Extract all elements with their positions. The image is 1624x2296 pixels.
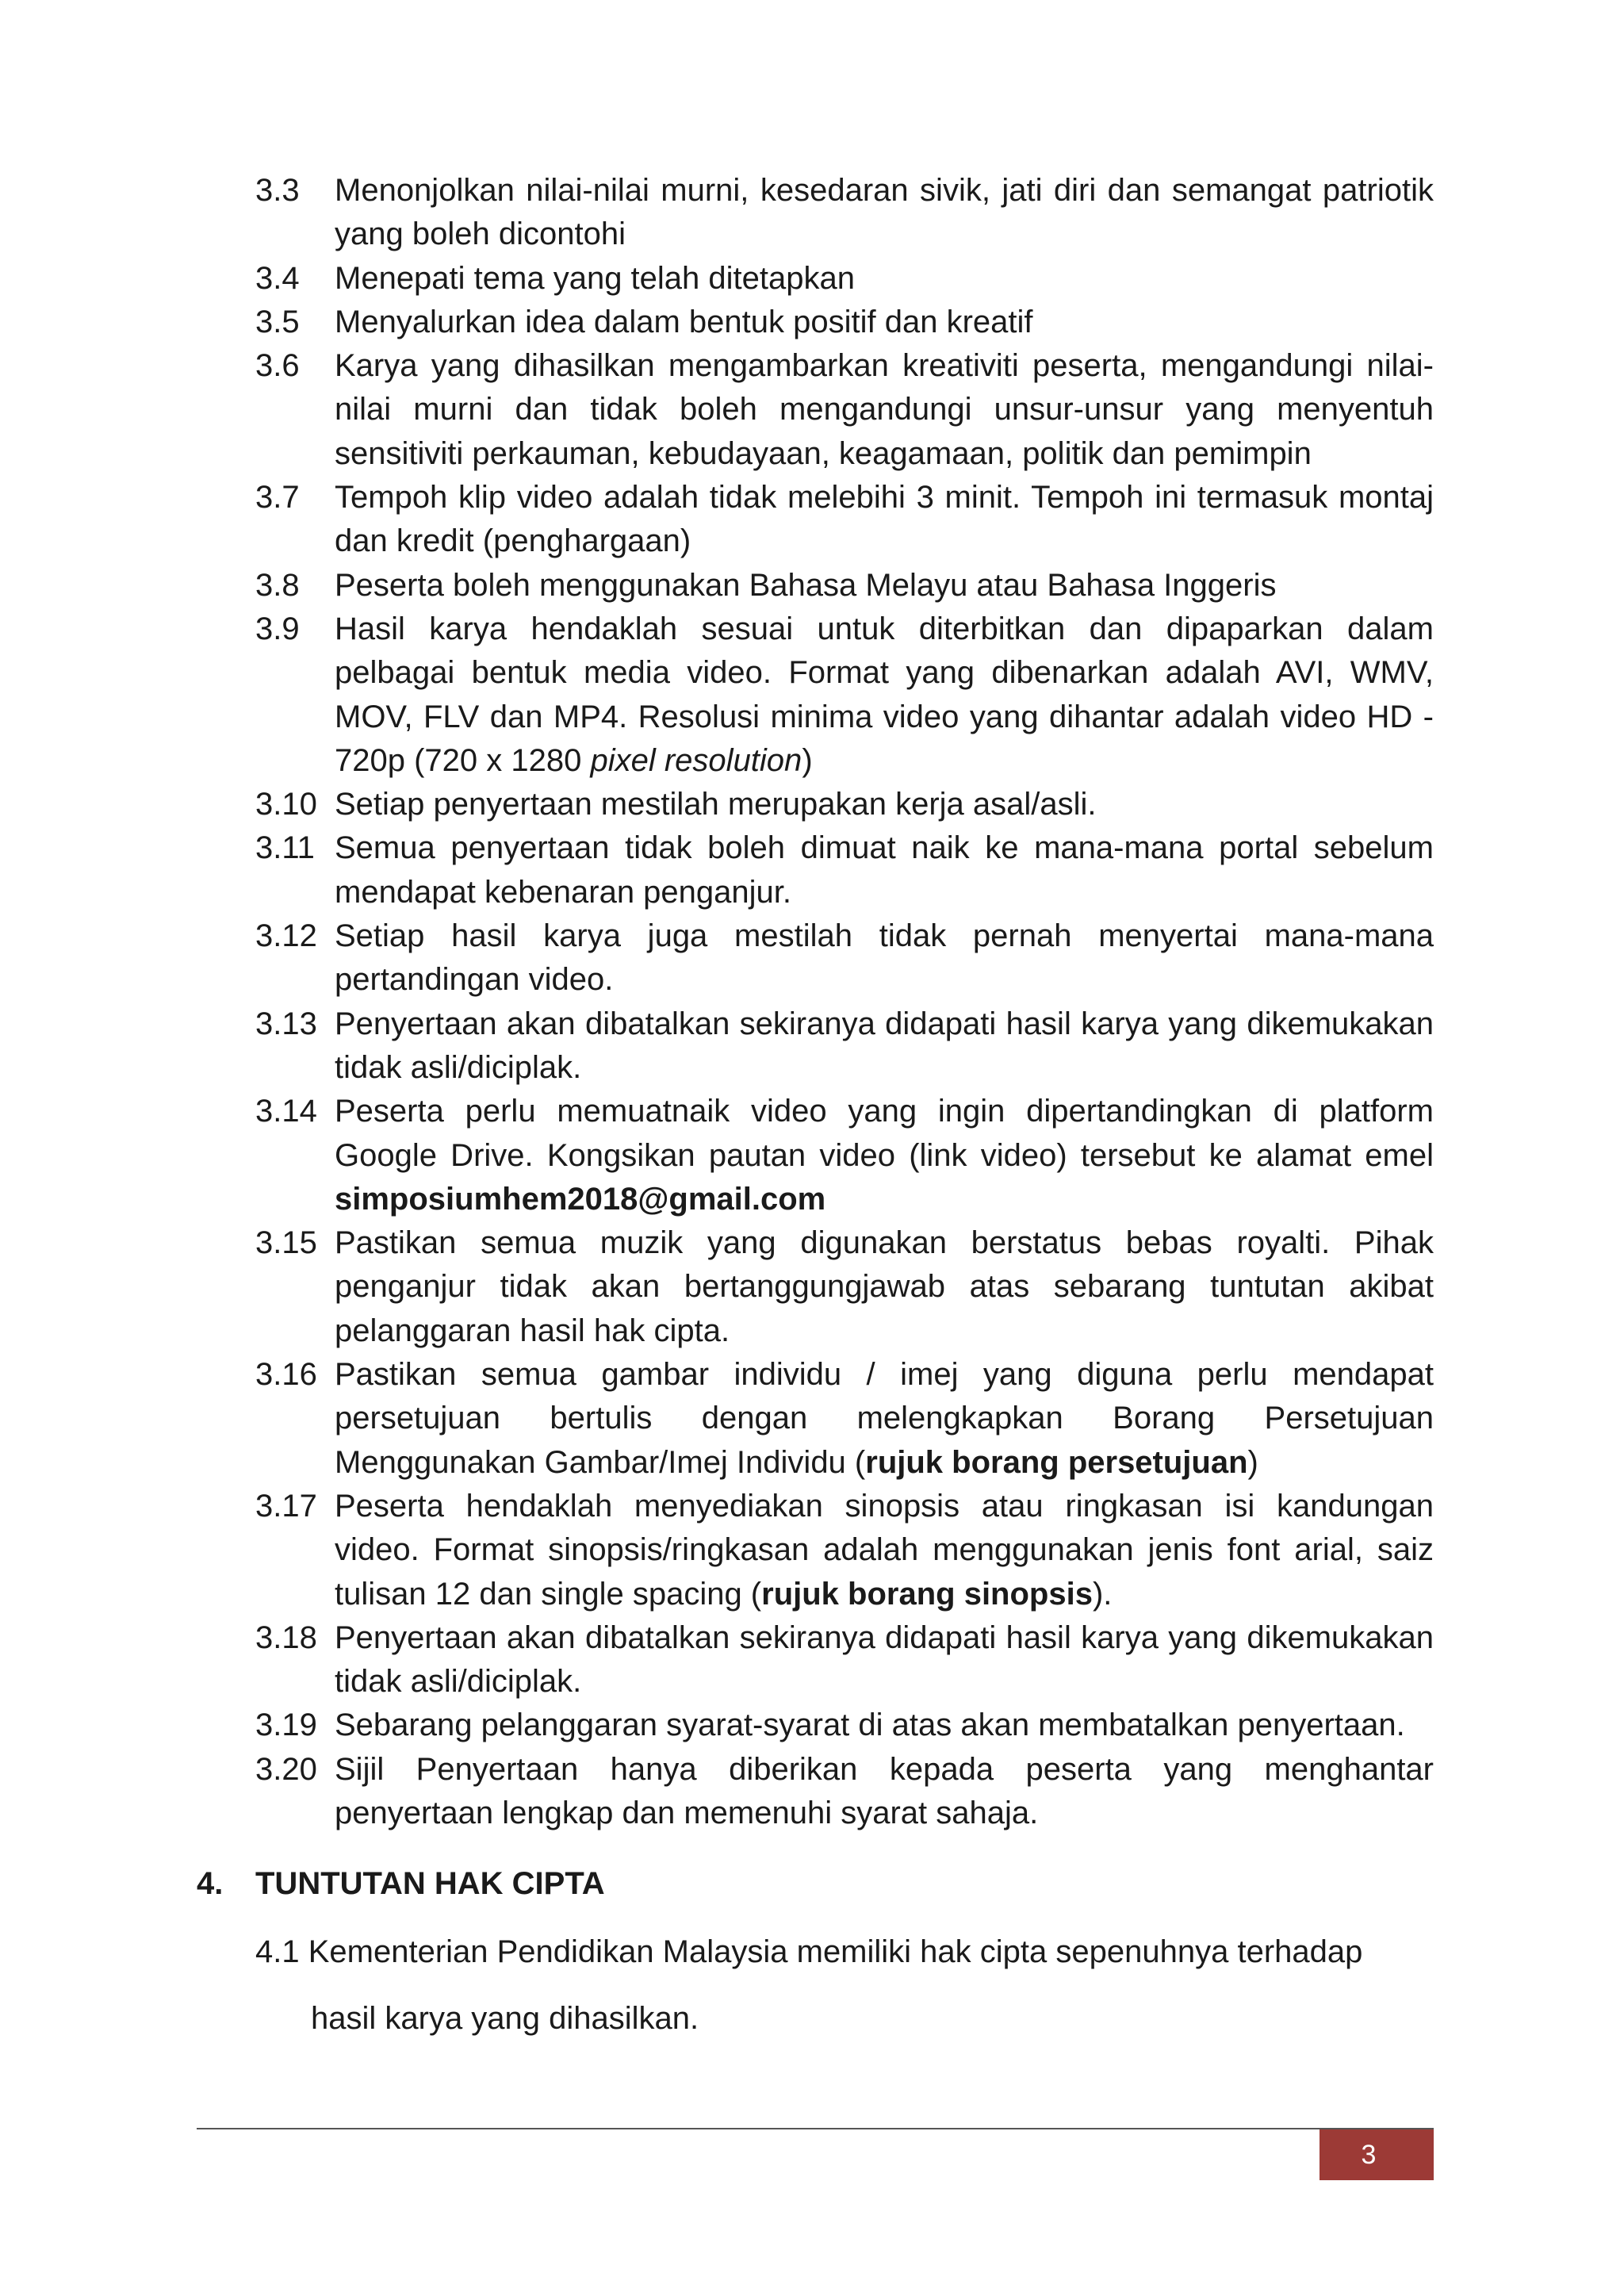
item-number: 3.4 [255,260,300,296]
item-text: Penyertaan akan dibatalkan sekiranya didapati hasil karya yang dikemukakan tidak asli/diciplak. [335,1619,1434,1700]
page-number: 3 [1361,2140,1377,2170]
item-text: Peserta boleh menggunakan Bahasa Melayu atau Bahasa Inggeris [335,567,1277,603]
list-item [255,301,1434,344]
item-number: 3.3 [255,173,300,208]
item-text: Menepati tema yang telah ditetapkan [335,260,855,296]
item-text [335,1090,1434,1221]
item-number: 3.19 [255,1708,317,1743]
section-number: 4. [197,1866,224,1901]
item-number: 3.7 [255,480,300,516]
list-item [255,1485,1434,1616]
requirements-list [255,169,1434,1835]
item-text: Menonjolkan nilai-nilai murni, kesedaran sivik, jati diri dan semangat patriotik yang boleh dicontohi [335,173,1434,252]
subsection-line-2: hasil karya yang dihasilkan. [311,2001,699,2036]
item-number: 3.14 [255,1094,317,1129]
item-text: Setiap hasil karya juga mestilah tidak pernah menyertai mana-mana pertandingan video. [335,918,1434,998]
item-text: Karya yang dihasilkan mengambarkan kreativiti peserta, mengandungi nilai-nilai murni dan tidak boleh mengandungi unsur-unsur yang menyentuh sensitiviti perkauman, kebudayaan, keagamaan, politik dan pemimpin [335,348,1434,471]
list-item [255,1616,1434,1704]
list-item [255,608,1434,783]
item-number: 3.13 [255,1006,317,1041]
page-number-badge [1320,2129,1434,2180]
item-number: 3.9 [255,611,300,646]
list-item [255,1748,1434,1836]
list-item [255,476,1434,564]
list-item [255,826,1434,914]
list-item [255,1704,1434,1747]
item-text-italic: pixel resolution [590,742,802,778]
item-number: 3.8 [255,567,300,603]
item-text-main: Peserta hendaklah menyediakan sinopsis atau ringkasan isi kandungan video. Format sinopsis/ringkasan adalah menggunakan jenis font arial, saiz tulisan 12 dan single spacing ( [335,1488,1434,1612]
section-title: TUNTUTAN HAK CIPTA [255,1866,605,1901]
item-text-after: ) [1247,1444,1258,1480]
item-text-main: Pastikan semua gambar individu / imej yang diguna perlu mendapat persetujuan bertulis dengan melengkapkan Borang Persetujuan Menggunakan Gambar/Imej Individu ( [335,1357,1434,1480]
item-text: Pastikan semua muzik yang digunakan berstatus bebas royalti. Pihak penganjur tidak akan bertanggungjawab atas sebarang tuntutan akibat pelanggaran hasil hak cipta. [335,1225,1434,1348]
item-number: 3.11 [255,830,315,866]
item-text [335,1353,1434,1485]
list-item [255,344,1434,476]
item-text: Sebarang pelanggaran syarat-syarat di atas akan membatalkan penyertaan. [335,1708,1405,1743]
item-number: 3.16 [255,1357,317,1393]
item-number: 3.18 [255,1619,317,1655]
item-text: Penyertaan akan dibatalkan sekiranya didapati hasil karya yang dikemukakan tidak asli/diciplak. [335,1006,1434,1085]
list-item [255,257,1434,301]
subsection-line-1: 4.1 Kementerian Pendidikan Malaysia memiliki hak cipta sepenuhnya terhadap [255,1934,1363,1969]
item-text: Tempoh klip video adalah tidak melebihi 3 minit. Tempoh ini termasuk montaj dan kredit (penghargaan) [335,480,1434,559]
list-item [255,169,1434,257]
item-text-bold: rujuk borang sinopsis [761,1576,1093,1612]
item-text: Setiap penyertaan mestilah merupakan kerja asal/asli. [335,787,1097,822]
item-number: 3.10 [255,787,317,822]
item-text [335,1485,1434,1616]
item-text-main: Hasil karya hendaklah sesuai untuk diterbitkan dan dipaparkan dalam pelbagai bentuk media video. Format yang dibenarkan adalah AVI, WMV, MOV, FLV dan MP4. Resolusi minima video yang dihantar adalah video HD - 720p (720 x 1280 [335,611,1434,778]
list-item [255,564,1434,608]
item-number: 3.17 [255,1488,317,1524]
item-text: Menyalurkan idea dalam bentuk positif dan kreatif [335,304,1033,339]
item-number: 3.12 [255,918,317,954]
item-text: Semua penyertaan tidak boleh dimuat naik ke mana-mana portal sebelum mendapat kebenaran penganjur. [335,830,1434,910]
item-text-main: Peserta perlu memuatnaik video yang ingin dipertandingkan di platform Google Drive. Kongsikan pautan video (link video) tersebut ke alamat emel [335,1094,1434,1173]
item-text-after: ) [802,742,813,778]
item-number: 3.20 [255,1751,317,1787]
footer-divider [197,2128,1434,2129]
item-text: Sijil Penyertaan hanya diberikan kepada peserta yang menghantar penyertaan lengkap dan memenuhi syarat sahaja. [335,1751,1434,1830]
list-item [255,1002,1434,1091]
item-number: 3.5 [255,304,300,339]
list-item [255,1353,1434,1485]
list-item [255,914,1434,1002]
list-item [255,783,1434,826]
item-number: 3.15 [255,1225,317,1261]
section-heading [197,1862,605,1906]
item-text-bold: rujuk borang persetujuan [865,1444,1248,1480]
item-text [335,608,1434,783]
list-item [255,1221,1434,1353]
item-number: 3.6 [255,348,300,384]
item-text-after: ). [1092,1576,1113,1612]
email-address: simposiumhem2018@gmail.com [335,1181,826,1217]
list-item [255,1090,1434,1221]
